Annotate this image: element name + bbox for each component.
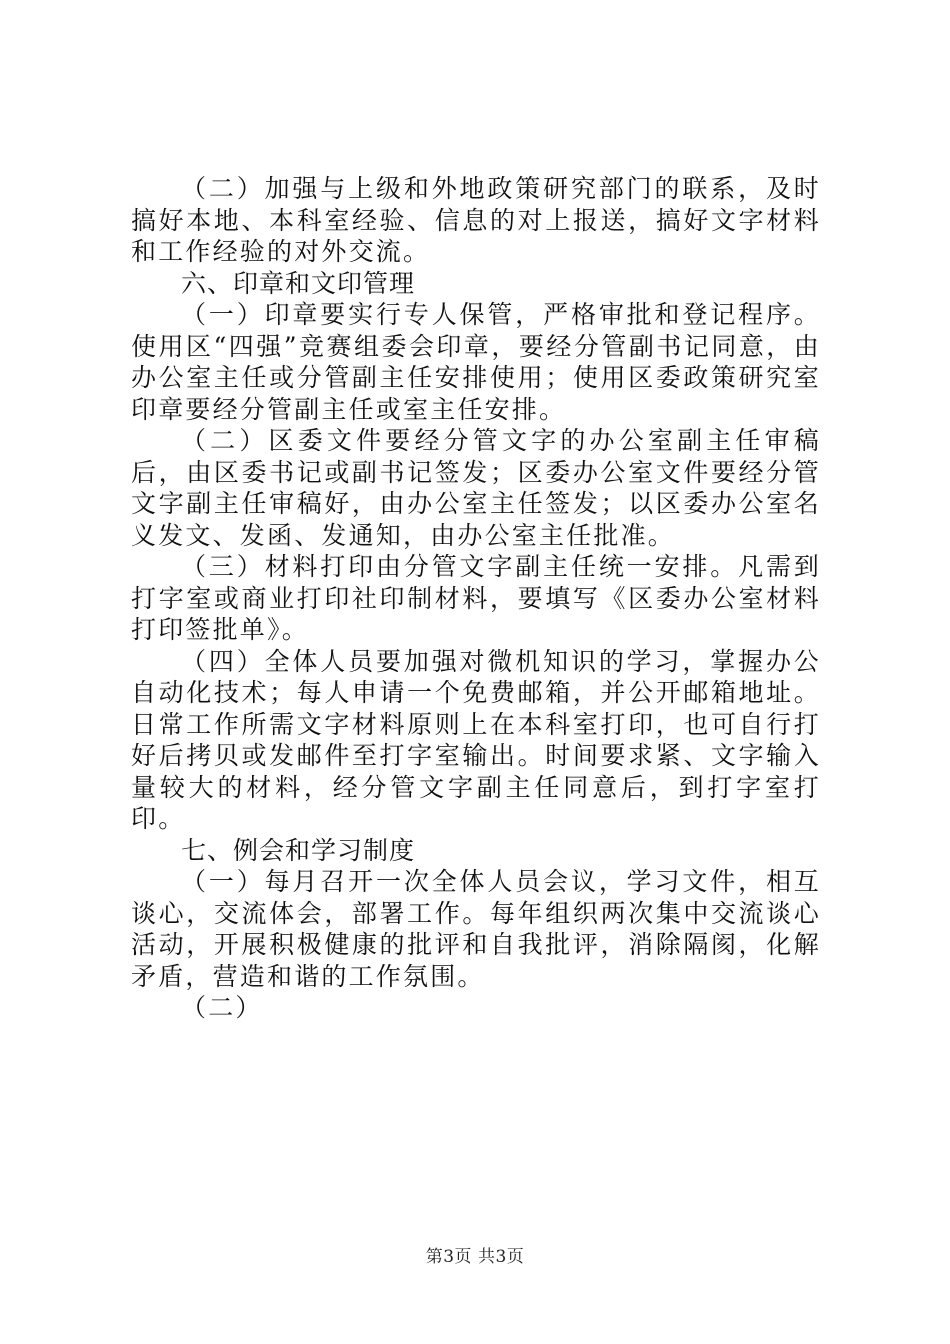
section-heading-seal-printing: 六、印章和文印管理	[181, 268, 416, 298]
paragraph-computer-skills: （四）全体人员要加强对微机知识的学习，掌握办公自动化技术；每人申请一个免费邮箱，并公开邮箱地址。日常工作所需文字材料原则上在本科室打印，也可自行打好后拷贝或发邮件至打字室输出。时间要求紧、文字输入量较大的材料，经分管文字副主任同意后，到打字室打印。	[131, 646, 821, 833]
section-heading-meetings-study: 七、例会和学习制度	[181, 835, 416, 865]
document-body	[131, 173, 821, 1024]
paragraph-document-signoff: （二）区委文件要经分管文字的办公室副主任审稿后，由区委书记或副书记签发；区委办公室文件要经分管文字副主任审稿好，由办公室主任签发；以区委办公室名义发文、发函、发通知，由办公室主任批准。	[131, 426, 821, 550]
paragraph-seal-custody: （一）印章要实行专人保管，严格审批和登记程序。使用区“四强”竞赛组委会印章，要经分管副书记同意，由办公室主任或分管副主任安排使用；使用区委政策研究室印章要经分管副主任或室主任安排。	[131, 300, 821, 424]
paragraph-monthly-meeting: （一）每月召开一次全体人员会议，学习文件，相互谈心，交流体会，部署工作。每年组织两次集中交流谈心活动，开展积极健康的批评和自我批评，消除隔阂，化解矛盾，营造和谐的工作氛围。	[131, 867, 821, 991]
paragraph-item-two-truncated: （二）	[181, 993, 263, 1022]
page-number-footer: 第3页 共3页	[425, 1247, 525, 1267]
paragraph-policy-liaison: （二）加强与上级和外地政策研究部门的联系，及时搞好本地、本科室经验、信息的对上报送，搞好文字材料和工作经验的对外交流。	[131, 174, 821, 266]
paragraph-printing-arrangement: （三）材料打印由分管文字副主任统一安排。凡需到打字室或商业打印社印制材料，要填写《区委办公室材料打印签批单》。	[131, 552, 821, 644]
